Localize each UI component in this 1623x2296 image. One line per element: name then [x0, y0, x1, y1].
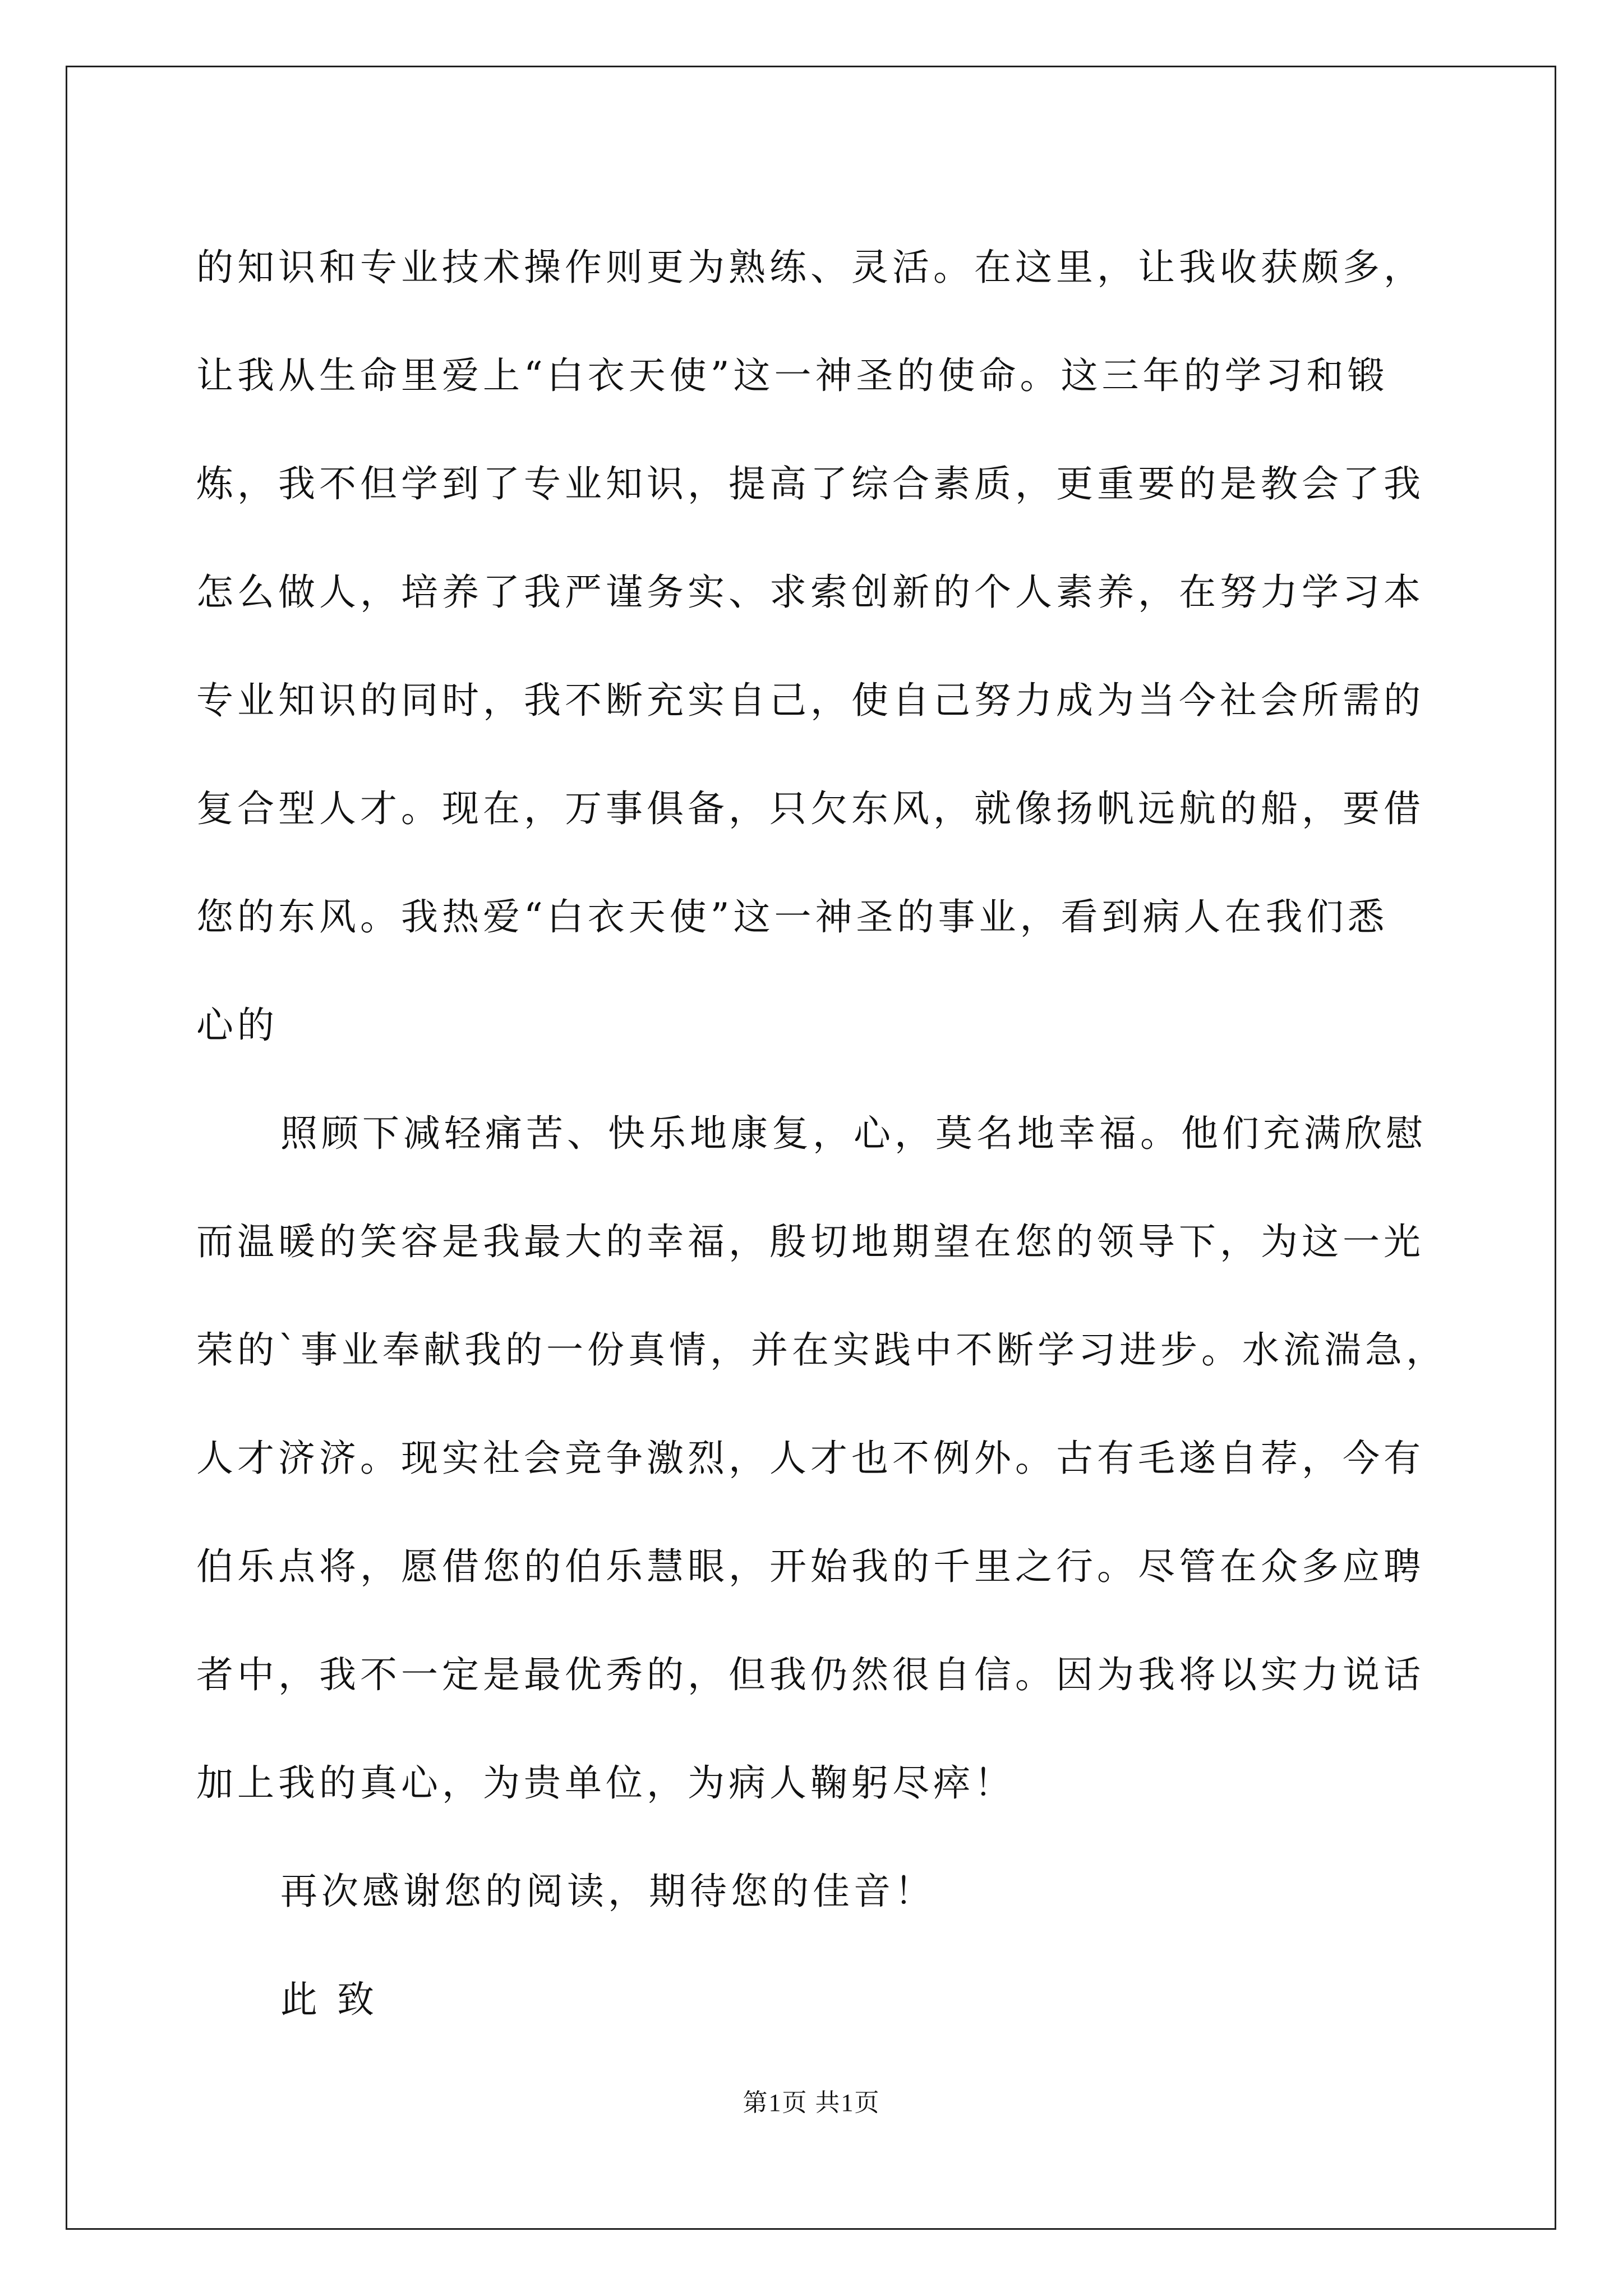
closing-line: 再次感谢您的阅读，期待您的佳音！	[280, 1870, 935, 1913]
text-line: 心的	[196, 1004, 278, 1047]
text-line: 让我从生命里爱上“白衣天使”这一神圣的使命。这三年的学习和锻	[196, 354, 1389, 397]
text-line: 加上我的真心，为贵单位，为病人鞠躬尽瘁！	[196, 1761, 1015, 1805]
letter-body	[196, 213, 1447, 2054]
text-line: 的知识和专业技术操作则更为熟练、灵活。在这里，让我收获颇多，	[196, 246, 1424, 289]
text-line: 人才济济。现实社会竞争激烈，人才也不例外。古有毛遂自荐，今有	[196, 1437, 1424, 1480]
page-number-footer: 第1页 共1页	[743, 2089, 880, 2116]
text-line: 专业知识的同时，我不断充实自己，使自己努力成为当今社会所需的	[196, 679, 1424, 722]
salutation-line: 此 致	[280, 1978, 378, 2021]
text-line: 荣的`事业奉献我的一份真情，并在实践中不断学习进步。水流湍急，	[196, 1328, 1447, 1372]
text-line: 伯乐点将，愿借您的伯乐慧眼，开始我的千里之行。尽管在众多应聘	[196, 1545, 1424, 1588]
text-line: 怎么做人，培养了我严谨务实、求索创新的个人素养，在努力学习本	[196, 570, 1424, 614]
text-line: 照顾下减轻痛苦、快乐地康复，心，莫名地幸福。他们充满欣慰	[280, 1112, 1427, 1155]
text-line: 而温暖的笑容是我最大的幸福，殷切地期望在您的领导下，为这一光	[196, 1220, 1424, 1263]
text-line: 您的东风。我热爱“白衣天使”这一神圣的事业，看到病人在我们悉	[196, 895, 1389, 938]
text-line: 炼，我不但学到了专业知识，提高了综合素质，更重要的是教会了我	[196, 462, 1424, 505]
text-line: 复合型人才。现在，万事俱备，只欠东风，就像扬帆远航的船，要借	[196, 787, 1424, 830]
text-line: 者中，我不一定是最优秀的，但我仍然很自信。因为我将以实力说话	[196, 1653, 1424, 1696]
